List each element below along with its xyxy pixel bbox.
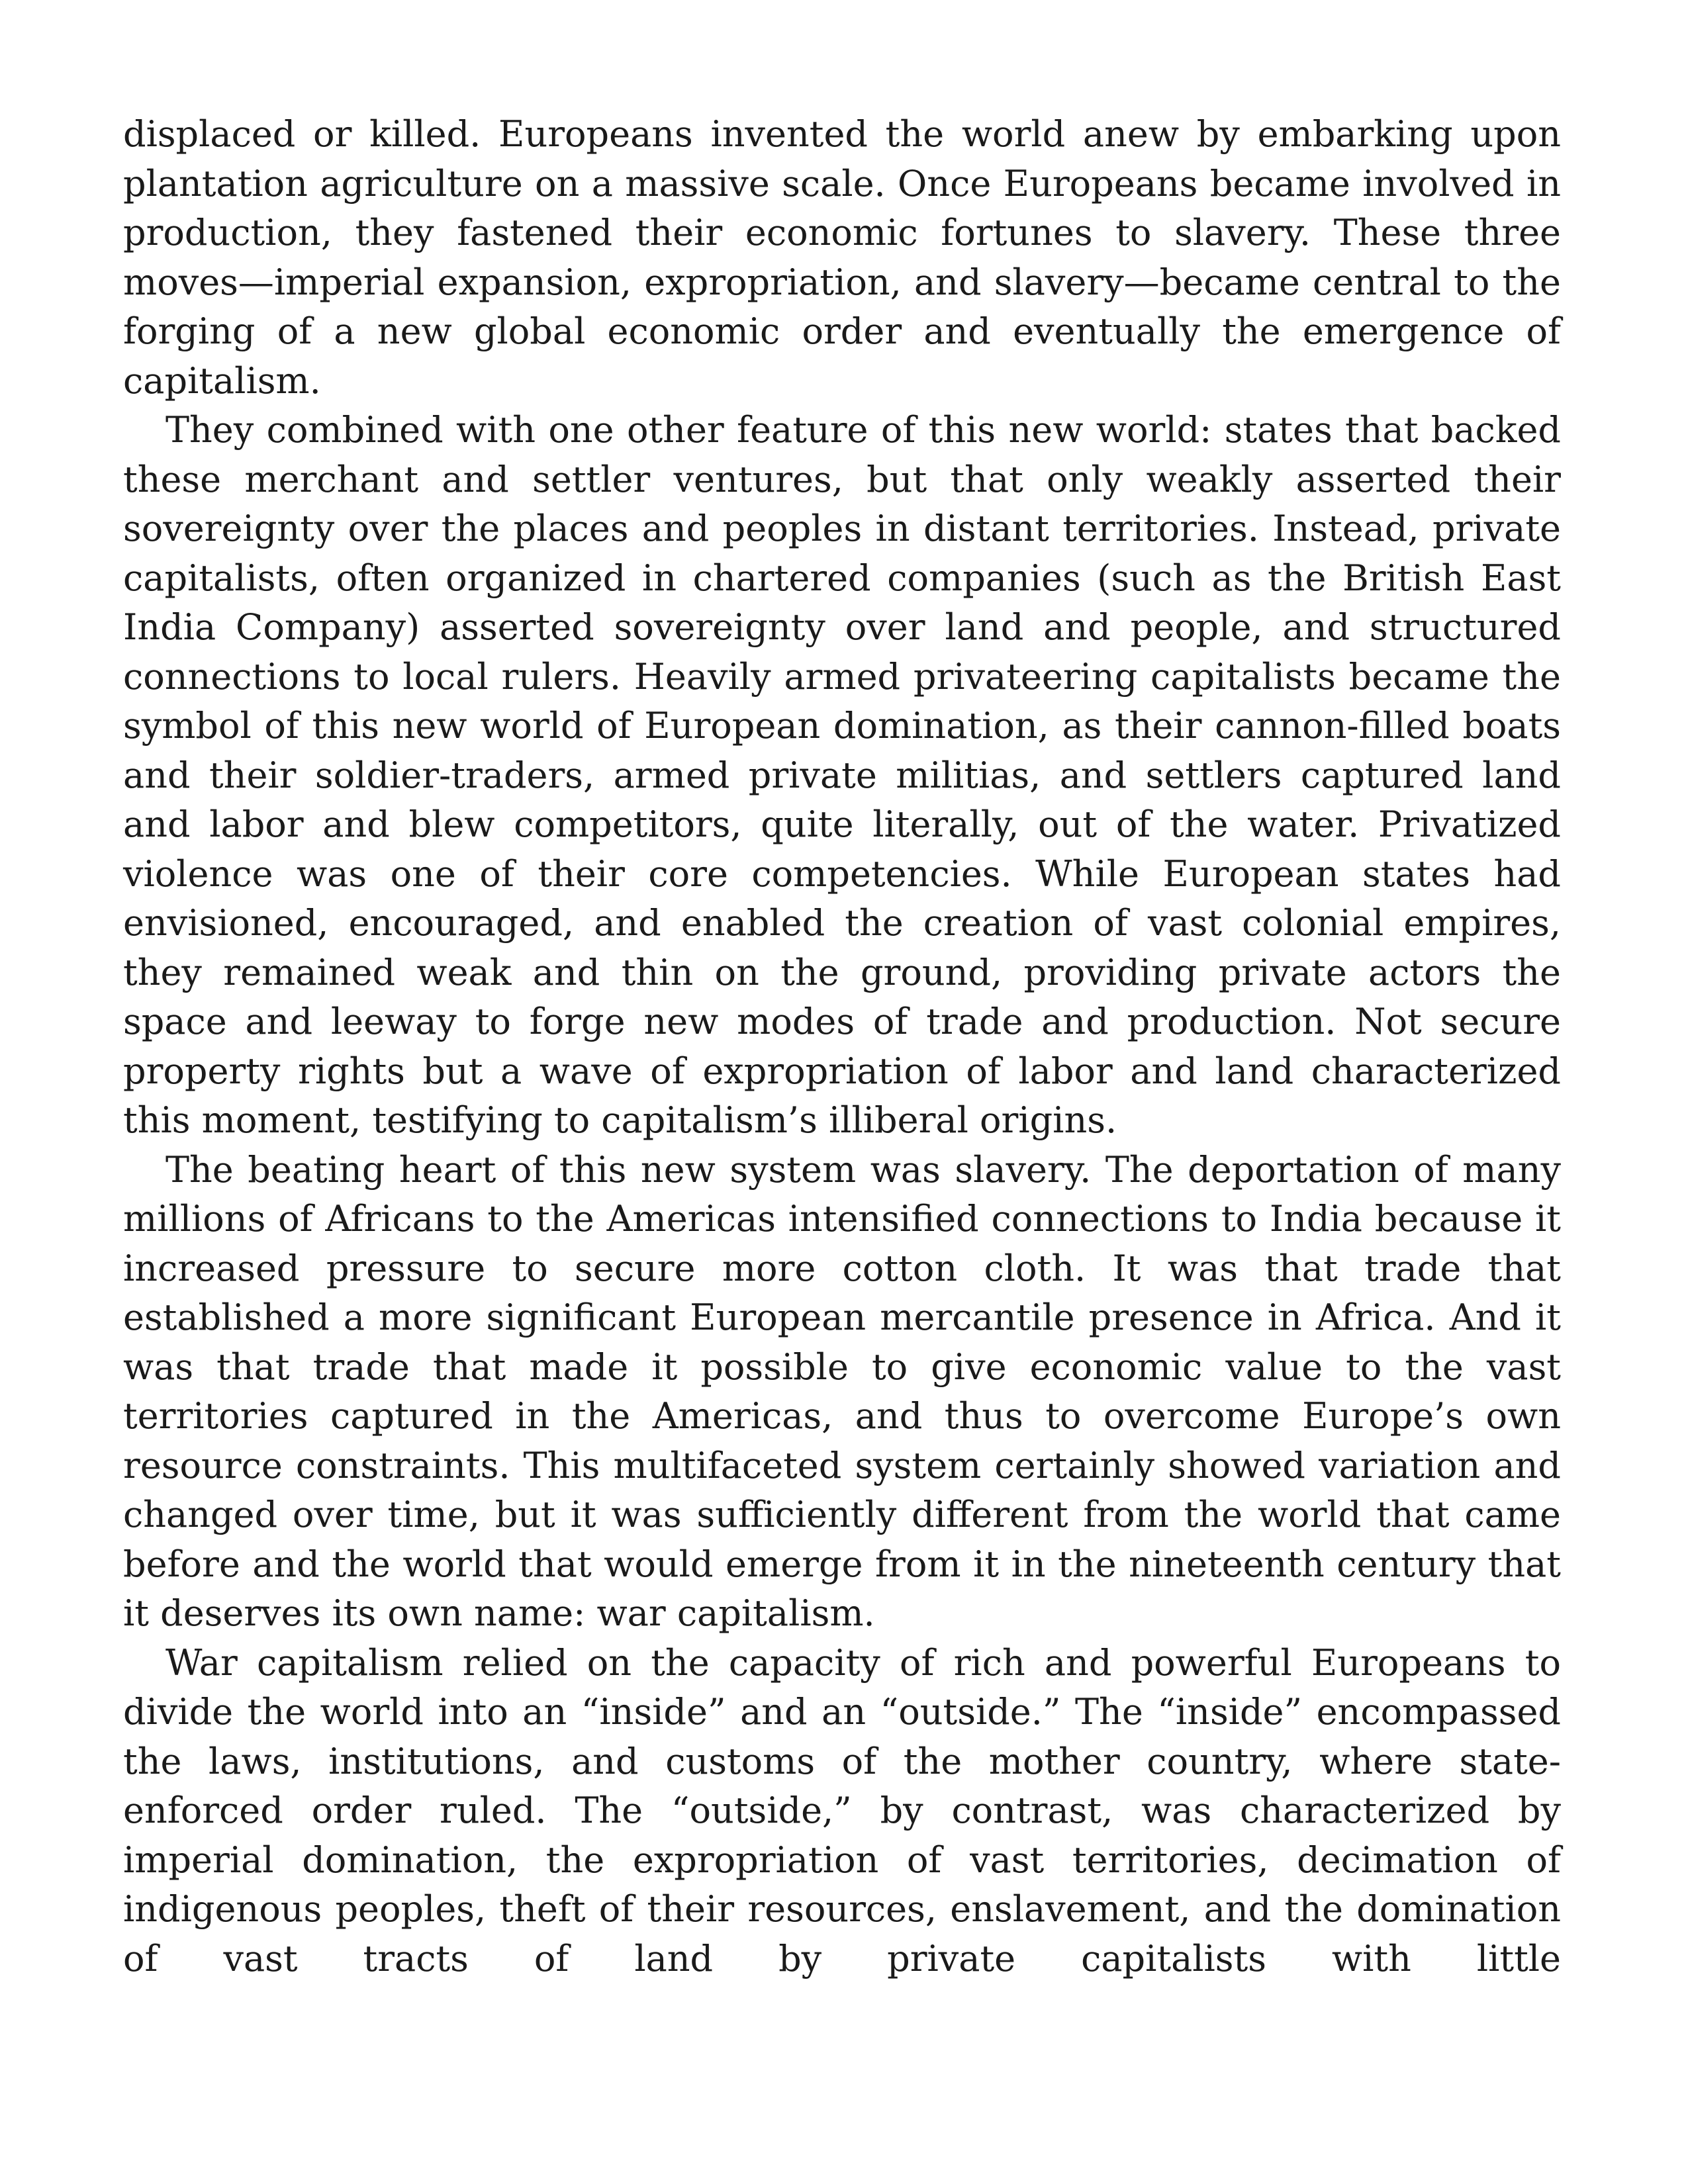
paragraph-1: displaced or killed. Europeans invented the world anew by embarking upon plantation agriculture on a massive scale. Once Europeans became involved in production, they fastened their economic fortunes to slavery. These three moves—imperial expansion, expropriation, and slavery—became central to the forging of a new global economic order and eventually the emergence of capitalism. [123,113,1561,402]
paragraph-2: They combined with one other feature of this new world: states that backed these merchant and settler ventures, but that only weakly asserted their sovereignty over the places and peoples in distant territories. Instead, private capitalists, often organized in chartered companies (such as the British East India Company) asserted sovereignty over land and people, and structured connections to local rulers. Heavily armed privateering capitalists became the symbol of this new world of European domination, as their cannon-filled boats and their soldier-traders, armed private militias, and settlers captured land and labor and blew competitors, quite literally, out of the water. Privatized violence was one of their core competencies. While European states had envisioned, encouraged, and enabled the creation of vast colonial empires, they remained weak and thin on the ground, providing private actors the space and leeway to forge new modes of trade and production. Not secure property rights but a wave of expropriation of labor and land characterized this moment, testifying to capitalism’s illiberal origins. [123,409,1561,1141]
page-body [123,110,1561,1983]
paragraph-3: The beating heart of this new system was slavery. The deportation of many millions of Africans to the Americas intensified connections to India because it increased pressure to secure more cotton cloth. It was that trade that established a more significant European mercantile presence in Africa. And it was that trade that made it possible to give economic value to the vast territories captured in the Americas, and thus to overcome Europe’s own resource constraints. This multifaceted system certainly showed variation and changed over time, but it was sufficiently different from the world that came before and the world that would emerge from it in the nineteenth century that it deserves its own name: war capitalism. [123,1148,1561,1634]
paragraph-4: War capitalism relied on the capacity of rich and powerful Europeans to divide the world into an “inside” and an “outside.” The “inside” encompassed the laws, institutions, and customs of the mother country, where state-enforced order ruled. The “outside,” by contrast, was characterized by imperial domination, the expropriation of vast territories, decimation of indigenous peoples, theft of their resources, enslavement, and the domination of vast tracts of land by private capitalists with little [123,1641,1561,1979]
